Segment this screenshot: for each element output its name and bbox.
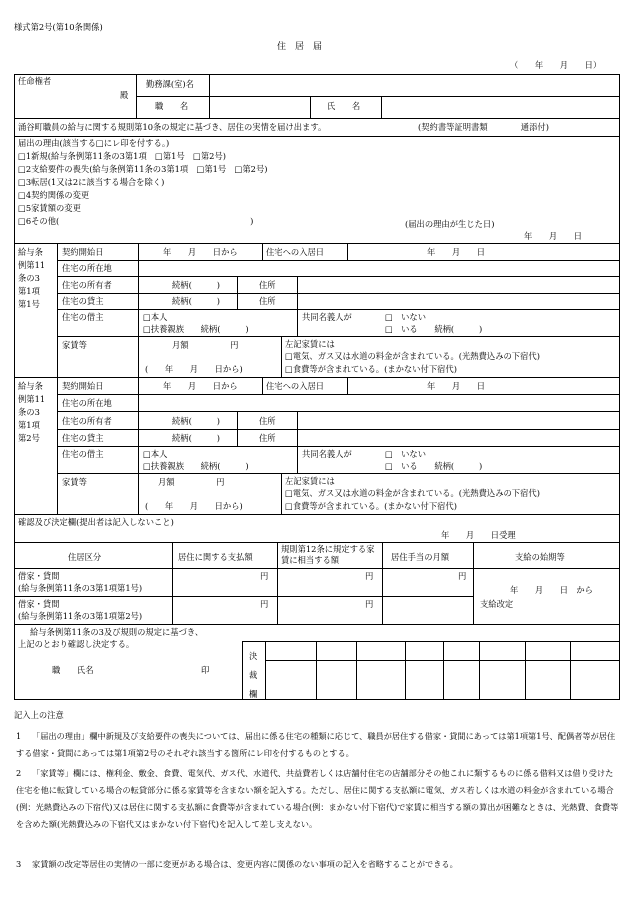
s1-meal-check[interactable]: □食費等が含まれている。(まかない付下宿代) (285, 364, 457, 374)
confirm-col-payment: 居住に関する支払額 (178, 552, 253, 562)
confirm-row1-yen2: 円 (365, 571, 374, 581)
section-2-side: 給与条 例第11 条の3 第1項 第2号 (18, 381, 46, 443)
confirm-pay-change: 支給改定 (480, 599, 514, 609)
officer-label: 職 氏名 (52, 665, 94, 675)
s1-period[interactable]: ( 年 月 日から) (145, 364, 243, 374)
s1-rent-label: 家賃等 (62, 340, 87, 350)
date-line: （ 年 月 日） (510, 60, 602, 70)
s1-owner-zoku[interactable]: 続柄( ) (172, 280, 220, 290)
confirm-col-allowance: 居住手当の月額 (391, 552, 450, 562)
s1-dependent-check[interactable]: □扶養親族 続柄( ) (143, 324, 249, 334)
confirm-col-kubun: 住居区分 (68, 552, 102, 562)
s2-lender-addr-label: 住所 (259, 433, 276, 443)
confirm-row1-yen1: 円 (260, 571, 269, 581)
statement: 涌谷町職員の給与に関する規則第10条の規定に基づき、居住の実情を届け出ます。 (18, 122, 327, 132)
attach-note: (契約書等証明書類 通添付) (418, 122, 549, 132)
s2-dependent-check[interactable]: □扶養親族 続柄( ) (143, 461, 249, 471)
s2-joint-exists[interactable]: □ いる 続柄( ) (385, 461, 483, 471)
confirm-row1-label: 借家・貸間 (18, 571, 60, 581)
note-3: 3 家賃額の改定等居住の実情の一部に変更がある場合は、変更内容に関係のない事項の記入を省略することができる。 (16, 859, 458, 869)
section-1-side: 給与条 例第11 条の3 第1項 第1号 (18, 247, 46, 309)
confirm-title: 確認及び決定欄(提出者は記入しないこと) (18, 517, 174, 527)
s1-owner-addr-label: 住所 (259, 280, 276, 290)
s2-left-rent: 左記家賃には (285, 476, 335, 486)
s2-borrower-label: 住宅の借主 (62, 449, 104, 459)
s1-util-check[interactable]: □電気、ガス又は水道の料金が含まれている。(光熱費込みの下宿代) (285, 351, 540, 361)
confirm-row2-sub: (給与条例第11条の3第1項第2号) (18, 611, 143, 621)
s1-lender-label: 住宅の貸主 (62, 296, 104, 306)
confirm-start-date: 年 月 日 から (510, 585, 593, 595)
s2-period[interactable]: ( 年 月 日から) (145, 501, 243, 511)
s1-lender-addr-label: 住所 (259, 296, 276, 306)
s2-meal-check[interactable]: □食費等が含まれている。(まかない付下宿代) (285, 501, 457, 511)
s1-borrower-label: 住宅の借主 (62, 312, 104, 322)
confirm-row2-label: 借家・貸間 (18, 599, 60, 609)
reason-title: 届出の理由(該当する□にレ印を付する。) (18, 138, 170, 148)
confirm-row2-yen2: 円 (365, 599, 374, 609)
reason-item-5[interactable]: □5家賃額の変更 (18, 203, 81, 213)
confirm-received: 年 月 日受理 (441, 530, 516, 540)
reason-occurred-date: 年 月 日 (524, 231, 583, 241)
s2-movein-label: 住宅への入居日 (266, 381, 325, 391)
s1-joint-label: 共同名義人が (302, 312, 352, 322)
s1-lender-zoku[interactable]: 続柄( ) (172, 296, 220, 306)
kessai-label: 決 裁 欄 (249, 651, 258, 699)
s1-contract-date[interactable]: 年 月 日から (163, 247, 238, 257)
post-label: 職 名 (155, 101, 189, 111)
reason-item-4[interactable]: □4契約関係の変更 (18, 190, 90, 200)
confirm-text-1: 給与条例第11条の3及び規則の規定に基づき、 (30, 627, 204, 637)
s2-lender-label: 住宅の貸主 (62, 433, 104, 443)
s2-owner-zoku[interactable]: 続柄( ) (172, 416, 220, 426)
confirm-row1-sub: (給与条例第11条の3第1項第1号) (18, 583, 143, 593)
s1-owner-label: 住宅の所有者 (62, 280, 112, 290)
dept-label: 勤務課(室)名 (146, 79, 194, 89)
confirm-col-rule12: 規則第12条に規定する家賃に相当する額 (281, 544, 375, 565)
s1-monthly[interactable]: 月額 円 (172, 340, 239, 350)
s1-location-label: 住宅の所在地 (62, 263, 112, 273)
s2-movein-date[interactable]: 年 月 日 (427, 381, 486, 391)
s2-contract-start-label: 契約開始日 (62, 381, 104, 391)
s1-movein-date[interactable]: 年 月 日 (427, 247, 486, 257)
seal-mark: 印 (201, 665, 210, 675)
reason-occurred-label: (届出の理由が生じた日) (405, 219, 495, 229)
s2-contract-date[interactable]: 年 月 日から (163, 381, 238, 391)
form-number: 様式第2号(第10条関係) (14, 22, 103, 32)
reason-item-1[interactable]: □1新規(給与条例第11条の3第1項 □第1号 □第2号) (18, 151, 226, 161)
note-1: 1 「届出の理由」欄中新規及び支給要件の喪失については、届出に係る住宅の種類に応じて、職員が居住する借家・貸間にあっては第1項第1号、配偶者等が居住する借家・貸間にあっては第1項第2号のそれぞれ該当する箇所にレ印を付するものとする。 (16, 731, 616, 758)
appointer-label: 任命権者 (18, 76, 52, 86)
s1-self-check[interactable]: □本人 (143, 312, 168, 322)
reason-item-3[interactable]: □3転居(1又は2に該当する場合を除く) (18, 177, 165, 187)
s2-self-check[interactable]: □本人 (143, 449, 168, 459)
s2-joint-label: 共同名義人が (302, 449, 352, 459)
note-2: 2 「家賃等」欄には、権利金、敷金、食費、電気代、ガス代、水道代、共益費若しくは店舗付住宅の店舗部分その他これに類するものに係る借料又は借り受けた住宅を他に転貸している場合の転貸部分に係る家賃等を含まない額を記入する。ただし、居住に関する支払額に電気、ガス若しくは水道の料金が含まれている場合(例：光熱費込みの下宿代)又は居住に関する支払額に食費等が含まれている場合(例：まかない付下宿代)で家賃に相当する額の算出が困難なときは、光熱費、食費等を含めた額(光熱費込みの下宿代又はまかない付下宿代)を記入して差し支えない。 (16, 768, 619, 829)
reason-item-6[interactable]: □6その他( ) (18, 216, 254, 226)
reason-item-2[interactable]: □2支給要件の喪失(給与条例第11条の3第1項 □第1号 □第2号) (18, 164, 268, 174)
confirm-row2-yen1: 円 (260, 599, 269, 609)
s1-joint-none[interactable]: □ いない (385, 312, 427, 322)
s2-owner-label: 住宅の所有者 (62, 416, 112, 426)
s2-util-check[interactable]: □電気、ガス又は水道の料金が含まれている。(光熱費込みの下宿代) (285, 488, 540, 498)
notes-title: 記入上の注意 (14, 710, 64, 720)
s1-movein-label: 住宅への入居日 (266, 247, 325, 257)
confirm-text-2: 上記のとおり確認し決定する。 (18, 639, 135, 649)
s1-joint-exists[interactable]: □ いる 続柄( ) (385, 324, 483, 334)
s2-rent-label: 家賃等 (62, 477, 87, 487)
s2-monthly[interactable]: 月額 円 (158, 477, 225, 487)
s2-location-label: 住宅の所在地 (62, 398, 112, 408)
dono-label: 殿 (120, 90, 129, 100)
s1-left-rent: 左記家賃には (285, 339, 335, 349)
s2-joint-none[interactable]: □ いない (385, 449, 427, 459)
form-title: 住 居 届 (277, 42, 323, 52)
s2-lender-zoku[interactable]: 続柄( ) (172, 433, 220, 443)
confirm-row1-yen3: 円 (458, 571, 467, 581)
confirm-col-start: 支給の始期等 (515, 552, 565, 562)
s1-contract-start-label: 契約開始日 (62, 247, 104, 257)
name-label: 氏 名 (327, 101, 361, 111)
s2-owner-addr-label: 住所 (259, 416, 276, 426)
